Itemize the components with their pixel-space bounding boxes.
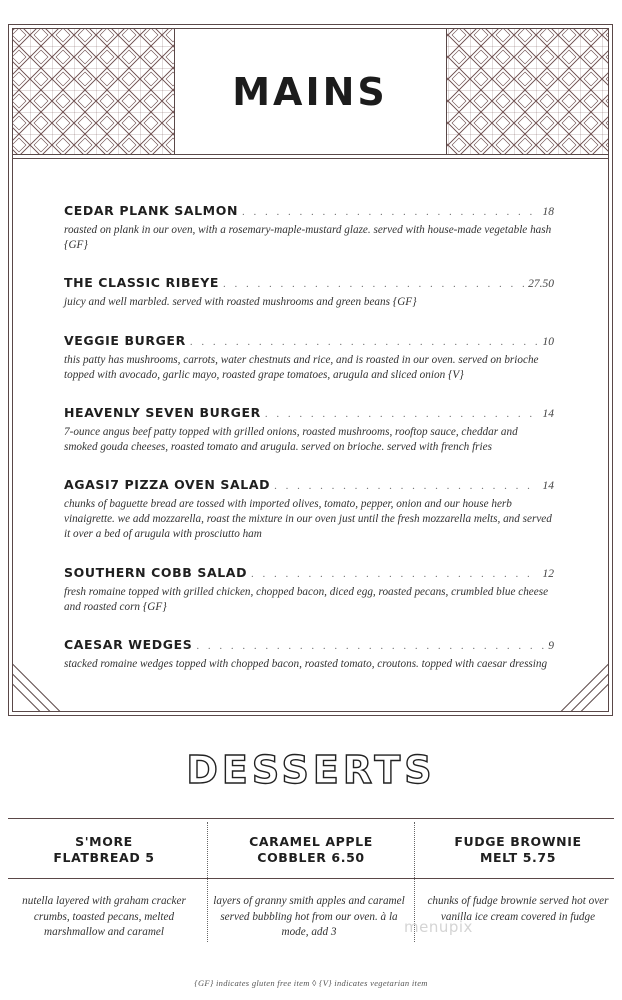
dot-leader — [251, 568, 538, 580]
item-price: 14 — [542, 480, 554, 492]
item-price: 9 — [548, 640, 554, 652]
item-price: 27.50 — [528, 278, 554, 290]
dessert-name-line1: CARAMEL APPLE — [249, 834, 373, 849]
item-name: AGASI7 PIZZA OVEN SALAD — [64, 477, 271, 492]
item-name: THE CLASSIC RIBEYE — [64, 275, 220, 290]
dessert-name — [4, 834, 204, 866]
dot-leader — [223, 278, 524, 290]
item-name: VEGGIE BURGER — [64, 333, 186, 348]
item-description: roasted on plank in our oven, with a rosemary-maple-mustard glaze. served with house-made vegetable hash {GF} — [64, 224, 552, 251]
menu-item — [64, 477, 554, 542]
item-description: juicy and well marbled. served with roasted mushrooms and green beans {GF} — [64, 296, 417, 308]
dot-leader — [242, 206, 538, 218]
dessert-name — [418, 834, 618, 866]
dessert-name-line2: COBBLER 6.50 — [257, 850, 365, 865]
item-description: this patty has mushrooms, carrots, water chestnuts and rice, and is roasted in our oven. served on brioche topped with avocado, garlic mayo, roasted grape tomatoes, arugula and sliced onion {V} — [64, 354, 539, 381]
item-price: 14 — [542, 408, 554, 420]
item-name: CAESAR WEDGES — [64, 637, 193, 652]
dot-leader — [274, 480, 538, 492]
dessert-name — [211, 834, 411, 866]
dessert-name-line2: FLATBREAD 5 — [53, 850, 155, 865]
dietary-footnote: {GF} indicates gluten free item ◊ {V} indicates vegetarian item — [194, 978, 428, 988]
desserts-top-rule — [8, 818, 614, 819]
desserts-mid-rule — [8, 878, 614, 879]
dessert-name-line1: FUDGE BROWNIE — [454, 834, 582, 849]
desserts-heading: DESSERTS — [186, 748, 436, 792]
menu-item — [64, 565, 554, 615]
menu-item — [64, 637, 554, 672]
left-lattice-panel — [13, 29, 175, 155]
menu-item — [64, 275, 554, 310]
mains-heading: MAINS — [232, 70, 388, 114]
menu-item — [64, 203, 554, 253]
item-price: 10 — [542, 336, 554, 348]
item-price: 18 — [542, 206, 554, 218]
dot-leader — [190, 336, 539, 348]
item-description: 7-ounce angus beef patty topped with grilled onions, roasted mushrooms, rooftop sauce, cheddar and smoked gouda cheeses, roasted tomato and arugula. served on brioche. served with french fries — [64, 426, 518, 453]
item-description: chunks of baguette bread are tossed with imported olives, tomato, pepper, onion and our house herb vinaigrette. we add mozzarella, roast the mixture in our oven just until the fresh mozzarella melts, and served it over a bed of arugula with prosciutto ham — [64, 498, 552, 540]
item-price: 12 — [542, 568, 554, 580]
dessert-description: layers of granny smith apples and caramel served bubbling hot from our oven. à la mode, add 3 — [213, 895, 405, 938]
dessert-name-line1: S'MORE — [75, 834, 133, 849]
dot-leader — [265, 408, 539, 420]
item-name: CEDAR PLANK SALMON — [64, 203, 239, 218]
item-name: SOUTHERN COBB SALAD — [64, 565, 248, 580]
column-divider — [207, 822, 208, 942]
dessert-name-line2: MELT 5.75 — [480, 850, 556, 865]
item-description: stacked romaine wedges topped with chopped bacon, roasted tomato, croutons. topped with caesar dressing — [64, 658, 548, 670]
item-description: fresh romaine topped with grilled chicken, chopped bacon, diced egg, roasted pecans, crumbled blue cheese and roasted corn {GF} — [64, 586, 549, 613]
menu-item — [64, 405, 554, 455]
dot-leader — [196, 640, 544, 652]
dessert-description: chunks of fudge brownie served hot over vanilla ice cream covered in fudge — [427, 895, 609, 923]
dessert-description: nutella layered with graham cracker crumbs, toasted pecans, melted marshmallow and caramel — [22, 895, 186, 938]
right-lattice-panel — [447, 29, 609, 155]
watermark-text: menupix — [404, 918, 473, 936]
menu-item — [64, 333, 554, 383]
item-name: HEAVENLY SEVEN BURGER — [64, 405, 261, 420]
